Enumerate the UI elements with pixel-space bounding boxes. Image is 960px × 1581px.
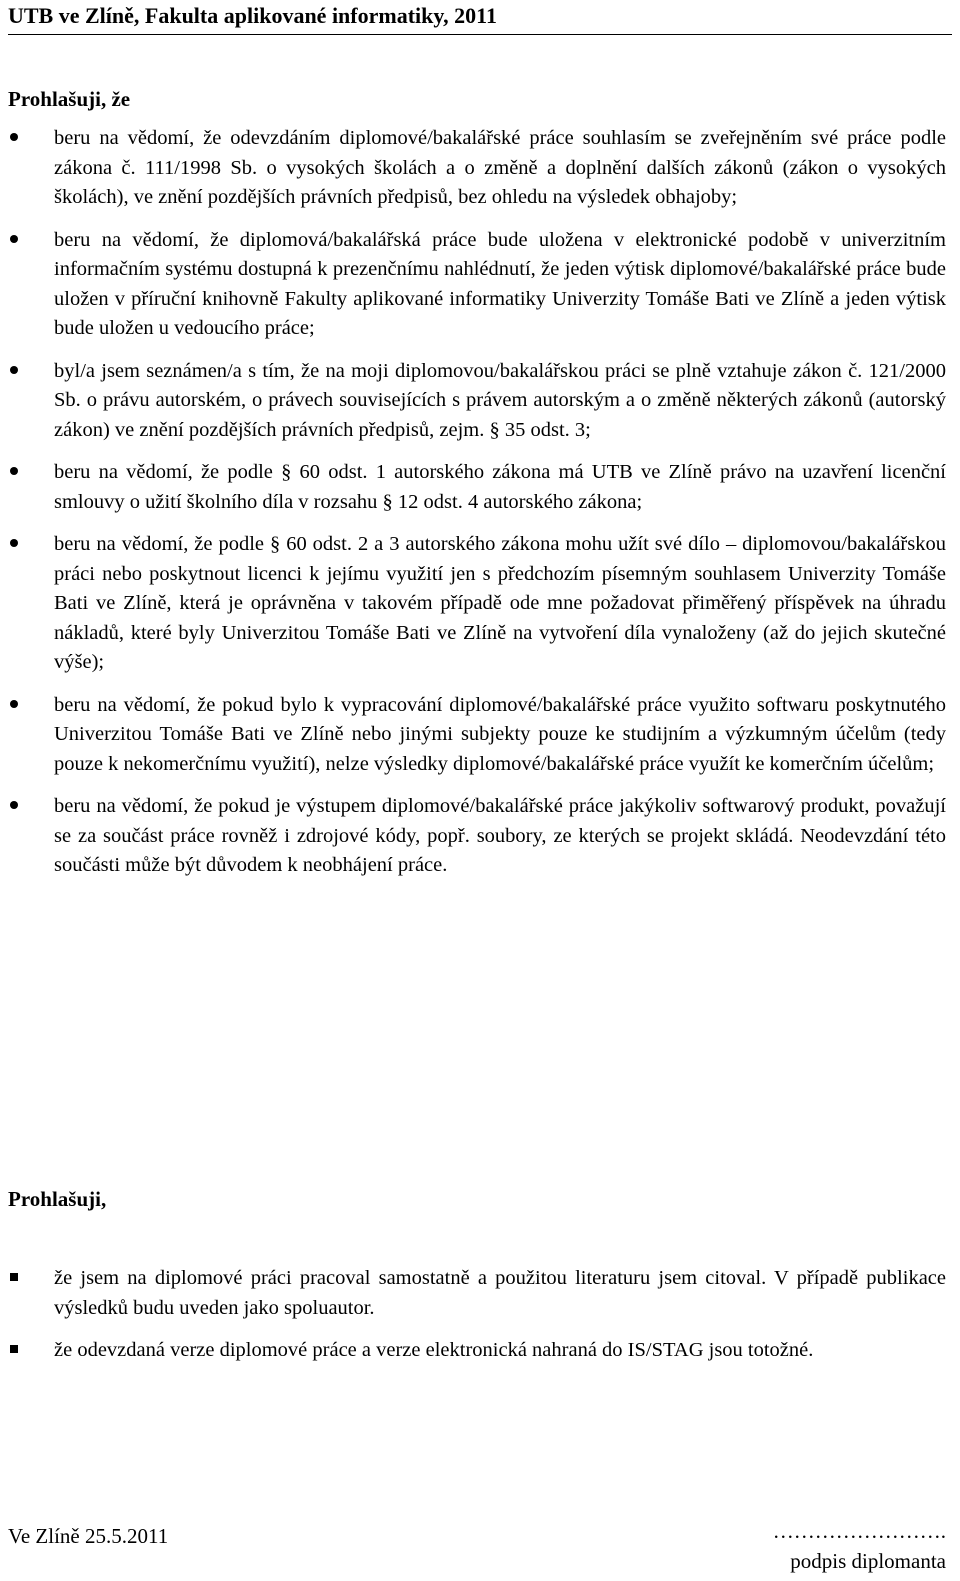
list-item-text: že jsem na diplomové práci pracoval samostatně a použitou literaturu jsem citoval. V případě publikace výsledků budu uveden jako spoluautor. <box>54 1267 946 1319</box>
bullet-dot-icon <box>10 133 18 141</box>
list-item <box>0 1336 960 1366</box>
section1-heading: Prohlašuji, že <box>8 87 131 111</box>
list-item <box>0 1264 960 1323</box>
list-item <box>0 691 960 780</box>
page-header: UTB ve Zlíně, Fakulta aplikované informatiky, 2011 <box>8 2 952 35</box>
list-item <box>0 357 960 446</box>
list-item-text: beru na vědomí, že odevzdáním diplomové/bakalářské práce souhlasím se zveřejněním své práce podle zákona č. 111/1998 Sb. o vysokých školách a o změně a doplnění dalších zákonů (zákon o vysokých školách), ve znění pozdějších právních předpisů, bez ohledu na výsledek obhajoby; <box>54 127 946 208</box>
signature-line: ……………………. <box>772 1519 946 1543</box>
list-item <box>0 124 960 213</box>
place-date: Ve Zlíně 25.5.2011 <box>8 1524 169 1548</box>
list-item <box>0 458 960 517</box>
list-item <box>0 226 960 344</box>
bullet-dot-icon <box>10 235 18 243</box>
bullet-square-icon <box>10 1273 18 1281</box>
bullet-dot-icon <box>10 700 18 708</box>
list-item-text: beru na vědomí, že podle § 60 odst. 2 a 3 autorského zákona mohu užít své dílo – diplomovou/bakalářskou práci nebo poskytnout licenci k jejímu využití jen s předchozím písemným souhlasem Univerzity Tomáše Bati ve Zlíně, která je oprávněna v takovém případě ode mne požadovat přiměřený příspěvek na úhradu nákladů, které byly Univerzitou Tomáše Bati ve Zlíně na vytvoření díla vynaloženy (až do jejich skutečné výše); <box>54 533 946 673</box>
list-item <box>0 530 960 678</box>
signature-label: podpis diplomanta <box>790 1549 946 1573</box>
declaration-list <box>0 124 960 894</box>
bullet-dot-icon <box>10 467 18 475</box>
list-item-text: beru na vědomí, že diplomová/bakalářská práce bude uložena v elektronické podobě v univerzitním informačním systému dostupná k prezenčnímu nahlédnutí, že jeden výtisk diplomové/bakalářské práce bude uložen v příruční knihovně Fakulty aplikované informatiky Univerzity Tomáše Bati ve Zlíně a jeden výtisk bude uložen u vedoucího práce; <box>54 228 946 339</box>
list-item-text: beru na vědomí, že podle § 60 odst. 1 autorského zákona má UTB ve Zlíně právo na uzavření licenční smlouvy o užití školního díla v rozsahu § 12 odst. 4 autorského zákona; <box>54 461 946 513</box>
list-item-text: beru na vědomí, že pokud bylo k vypracování diplomové/bakalářské práce využito softwaru poskytnutého Univerzitou Tomáše Bati ve Zlíně nebo jinými subjekty pouze ke studijním a výzkumným účelům (tedy pouze k nekomerčnímu využití), nelze výsledky diplomové/bakalářské práce využít ke komerčním účelům; <box>54 693 946 775</box>
list-item-text: byl/a jsem seznámen/a s tím, že na moji diplomovou/bakalářskou práci se plně vztahuje zákon č. 121/2000 Sb. o právu autorském, o právech souvisejících s právem autorským a o změně některých zákonů (autorský zákon) ve znění pozdějších právních předpisů, zejm. § 35 odst. 3; <box>54 359 946 441</box>
bullet-dot-icon <box>10 366 18 374</box>
declaration-list-2 <box>0 1264 960 1379</box>
section2-heading: Prohlašuji, <box>8 1187 107 1211</box>
bullet-square-icon <box>10 1345 18 1353</box>
bullet-dot-icon <box>10 801 18 809</box>
list-item <box>0 792 960 881</box>
bullet-dot-icon <box>10 539 18 547</box>
list-item-text: beru na vědomí, že pokud je výstupem diplomové/bakalářské práce jakýkoliv softwarový produkt, považují se za součást práce rovněž i zdrojové kódy, popř. soubory, ze kterých se projekt skládá. Neodevzdání této součásti může být důvodem k neobhájení práce. <box>54 795 946 876</box>
list-item-text: že odevzdaná verze diplomové práce a verze elektronická nahraná do IS/STAG jsou totožné. <box>54 1339 814 1361</box>
